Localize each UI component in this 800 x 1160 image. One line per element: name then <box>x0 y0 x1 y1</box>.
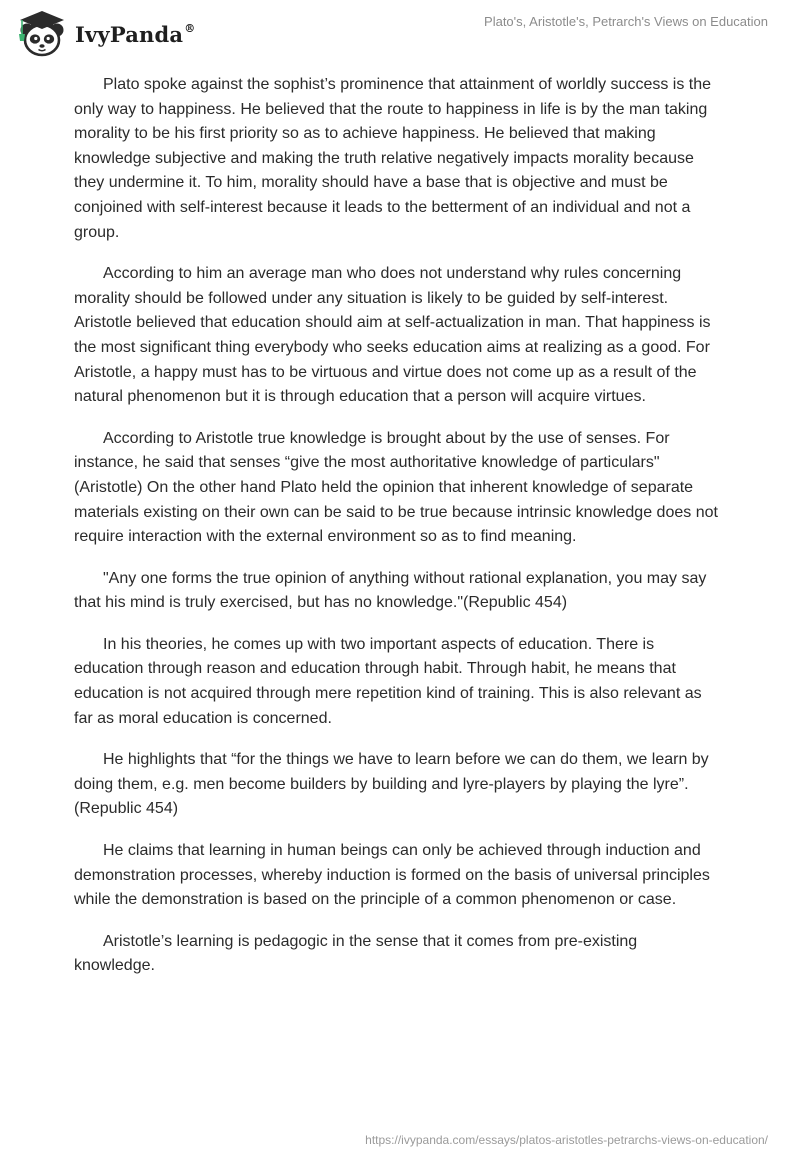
paragraph: He highlights that “for the things we have to learn before we can do them, we learn by doing them, e.g. men become builders by building and lyre-players by playing the lyre”.(Republic 454) <box>74 751 709 818</box>
paragraph: According to Aristotle true knowledge is brought about by the use of senses. For instance, he said that senses “give the most authoritative knowledge of particulars"(Aristotle) On the other hand Plato held the opinion that inherent knowledge of separate materials existing on their own can be said to be true because intrinsic knowledge does not require interaction with the external environment so as to find meaning. <box>74 429 718 546</box>
paragraph: In his theories, he comes up with two important aspects of education. There is education through reason and education through habit. Through habit, he means that education is not acquired through mere repetition kind of training. This is also relevant as far as moral education is concerned. <box>74 635 702 727</box>
paragraph: Aristotle’s learning is pedagogic in the sense that it comes from pre-existing knowledge. <box>74 932 638 975</box>
brand-logo[interactable] <box>14 8 195 58</box>
registered-mark: ® <box>184 21 196 35</box>
paragraph: According to him an average man who does not understand why rules concerning morality should be followed under any situation is likely to be guided by self-interest. Aristotle believed that education should aim at self-actualization in man. That happiness is the most significant thing everybody who seeks education aims at realizing as a good. For Aristotle, a happy must has to be virtuous and virtue does not come up as a result of the natural phenomenon but it is through education that a person will acquire virtues. <box>74 265 711 406</box>
essay-body <box>74 73 722 996</box>
paragraph: "Any one forms the true opinion of anything without rational explanation, you may say that his mind is truly exercised, but has no knowledge."(Republic 454) <box>74 569 707 612</box>
paragraph: Plato spoke against the sophist’s prominence that attainment of worldly success is the only way to happiness. He believed that the route to happiness in life is by the man taking morality to be his first priority so as to achieve happiness. He believed that making knowledge subjective and making the truth relative negatively impacts morality because they undermine it. To him, morality should have a base that is objective and must be conjoined with self-interest because it leads to the betterment of an individual and not a group. <box>74 76 712 241</box>
document-title: Plato's, Aristotle's, Petrarch's Views on Education <box>484 14 768 29</box>
brand-name: IvyPanda® <box>75 21 196 47</box>
page-header <box>0 0 800 70</box>
paragraph: He claims that learning in human beings can only be achieved through induction and demonstration processes, whereby induction is formed on the basis of universal principles while the demonstration is based on the principle of a common phenomenon or case. <box>74 842 710 909</box>
panda-graduation-cap-icon <box>14 8 70 58</box>
source-url[interactable]: https://ivypanda.com/essays/platos-aristotles-petrarchs-views-on-education/ <box>365 1133 768 1147</box>
